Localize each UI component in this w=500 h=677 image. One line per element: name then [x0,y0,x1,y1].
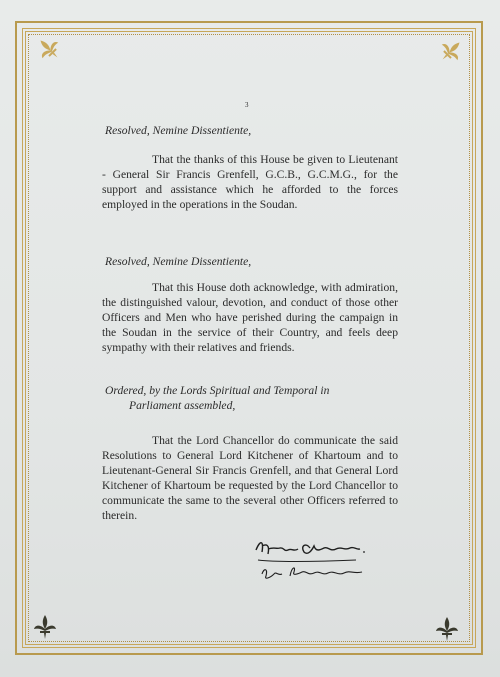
resolution-paragraph-2: That this House doth acknowledge, with admiration, the distinguished valour, devotion, and conduct of those other Officers and Men who have perished during the campaign in the Soudan in the service of their Country, and feels deep sympathy with their relatives and friends. [102,281,398,354]
resolution-paragraph-1: That the thanks of this House be given to Lieutenant - General Sir Francis Grenfell, G.C.B., G.C.M.G., for the support and assistance which he afforded to the forces employed in the operations in the Soudan. [102,153,398,211]
fleur-ornament-icon [436,36,466,66]
clerk-signature [252,536,372,588]
resolution-heading-2: Resolved, Nemine Dissentiente, [105,255,252,268]
order-heading [105,383,405,413]
resolution-heading-1: Resolved, Nemine Dissentiente, [105,124,252,137]
order-heading-line-2: Parliament assembled, [129,399,236,412]
order-heading-line-1: Ordered, by the Lords Spiritual and Temporal in [105,384,330,397]
order-paragraph: That the Lord Chancellor do communicate the said Resolutions to General Lord Kitchener of Khartoum and to Lieutenant-General Sir Francis Grenfell, and that General Lord Kitchener of Khartoum be requested by the Lord Chancellor to communicate the same to the several other Officers referred to therein. [102,434,398,522]
fleur-ornament-icon [34,34,64,64]
fleur-ornament-icon [432,614,462,644]
fleur-ornament-icon [30,612,60,642]
page-number: 3 [245,101,249,109]
